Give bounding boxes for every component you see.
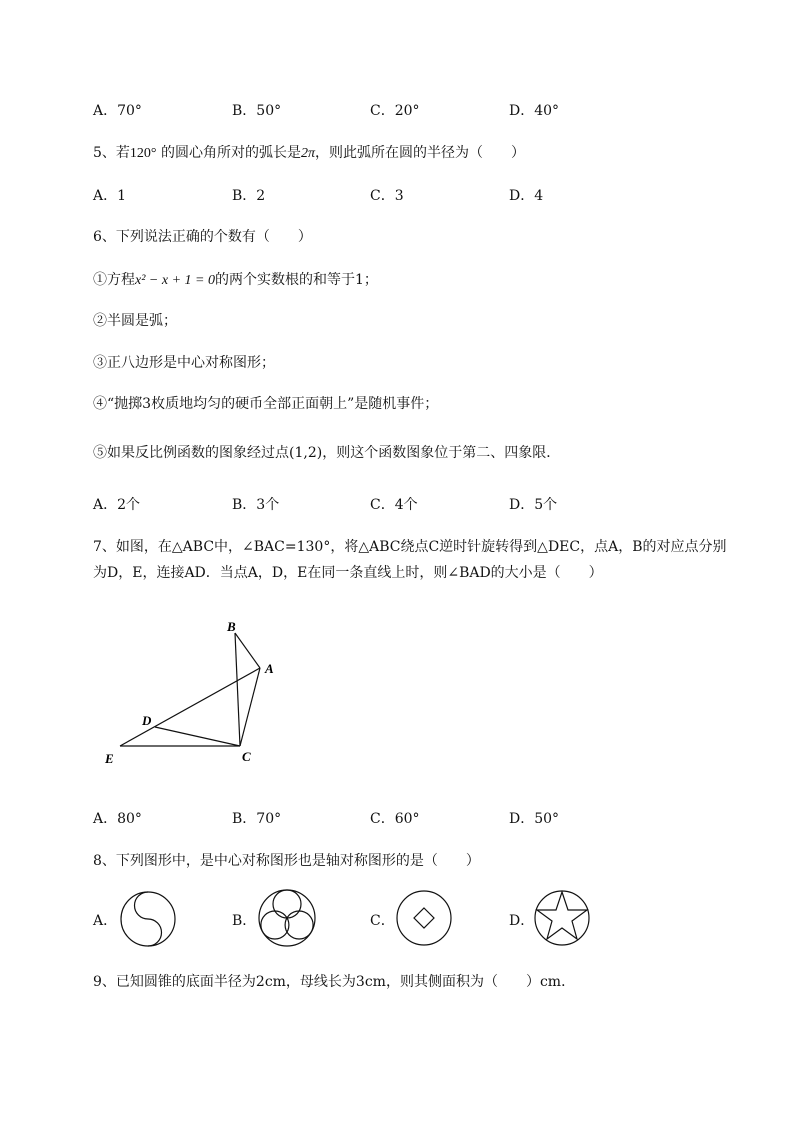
q6-statement-2: ②半圆是弧；: [93, 313, 177, 329]
q6-stem: 6、下列说法正确的个数有（ ）: [93, 229, 312, 245]
q7-triangle-figure: [100, 615, 290, 775]
q7-option-b: B．70°: [232, 811, 282, 827]
q5-text-a: 若: [115, 145, 130, 161]
q4-option-a: A．70°: [93, 103, 142, 119]
label-a: A: [265, 661, 274, 676]
q8-option-b-label: B．: [232, 913, 257, 929]
q5-option-c: C．3: [370, 188, 404, 204]
label-c: C: [242, 749, 251, 764]
q5-arc: 2π: [300, 146, 315, 161]
q9-stem: 9、已知圆锥的底面半径为2cm，母线长为3cm，则其侧面积为（ ）cm．: [93, 974, 576, 990]
q8-option-a-yinyang-figure: [118, 889, 178, 949]
q5-number: 5、: [93, 145, 116, 161]
q8-option-d-label: D．: [509, 913, 535, 929]
q6-s5-text-a: ⑤如果反比例函数的图象经过点: [93, 445, 289, 461]
q6-statement-3: ③正八边形是中心对称图形；: [93, 355, 275, 371]
q6-s1-text-a: ①方程: [93, 272, 135, 288]
q6-s5-text-b: ，则这个函数图象位于第二、四象限．: [322, 445, 561, 461]
q6-statement-5: [93, 442, 560, 462]
q6-option-b: B．3个: [232, 497, 280, 513]
q5-stem: [93, 142, 525, 162]
q4-option-b: B．50°: [232, 103, 282, 119]
segment-ac: [240, 668, 260, 746]
segment-bc: [235, 633, 240, 746]
label-b: B: [227, 619, 236, 634]
q8-option-b-trefoil-figure: [256, 887, 318, 949]
label-d: D: [142, 713, 152, 728]
q6-statement-4: ④“抛掷3枚质地均匀的硬币全部正面朝上”是随机事件；: [93, 396, 439, 412]
segment-ba: [235, 633, 260, 668]
q7-stem-line-1: 7、如图，在△ABC中，∠BAC=130°，将△ABC绕点C逆时针旋转得到△DEC，点A，B的对应点分别: [93, 539, 727, 555]
q6-option-a: A．2个: [93, 497, 141, 513]
q7-stem-line-2: 为D，E，连接AD．当点A，D，E在同一条直线上时，则∠BAD的大小是（ ）: [93, 565, 603, 581]
q4-option-d: D．40°: [509, 103, 560, 119]
q5-option-b: B．2: [232, 188, 266, 204]
q8-option-d-star-figure: [532, 888, 592, 948]
q5-option-d: D．4: [509, 188, 544, 204]
q8-option-a-label: A．: [93, 913, 118, 929]
q6-s1-equation: x² − x + 1 = 0: [135, 273, 215, 288]
q6-s1-text-b: 的两个实数根的和等于1；: [214, 272, 378, 288]
q5-text-c: ，则此弧所在圆的半径为（ ）: [315, 145, 525, 161]
q7-option-d: D．50°: [509, 811, 560, 827]
q5-angle: 120°: [129, 146, 157, 161]
q6-option-c: C．4个: [370, 497, 418, 513]
q6-option-d: D．5个: [509, 497, 558, 513]
segment-dc: [155, 727, 240, 746]
q6-s5-point: (1,2): [289, 445, 323, 461]
q5-option-a: A．1: [93, 188, 127, 204]
q7-option-a: A．80°: [93, 811, 142, 827]
q4-option-c: C．20°: [370, 103, 420, 119]
label-e: E: [105, 751, 114, 766]
q8-option-c-coin-figure: [394, 888, 454, 948]
q8-stem: 8、下列图形中，是中心对称图形也是轴对称图形的是（ ）: [93, 853, 480, 869]
q7-option-c: C．60°: [370, 811, 420, 827]
q8-option-c-label: C．: [370, 913, 395, 929]
q6-statement-1: [93, 269, 378, 289]
q5-text-b: 的圆心角所对的弧长是: [156, 145, 301, 161]
